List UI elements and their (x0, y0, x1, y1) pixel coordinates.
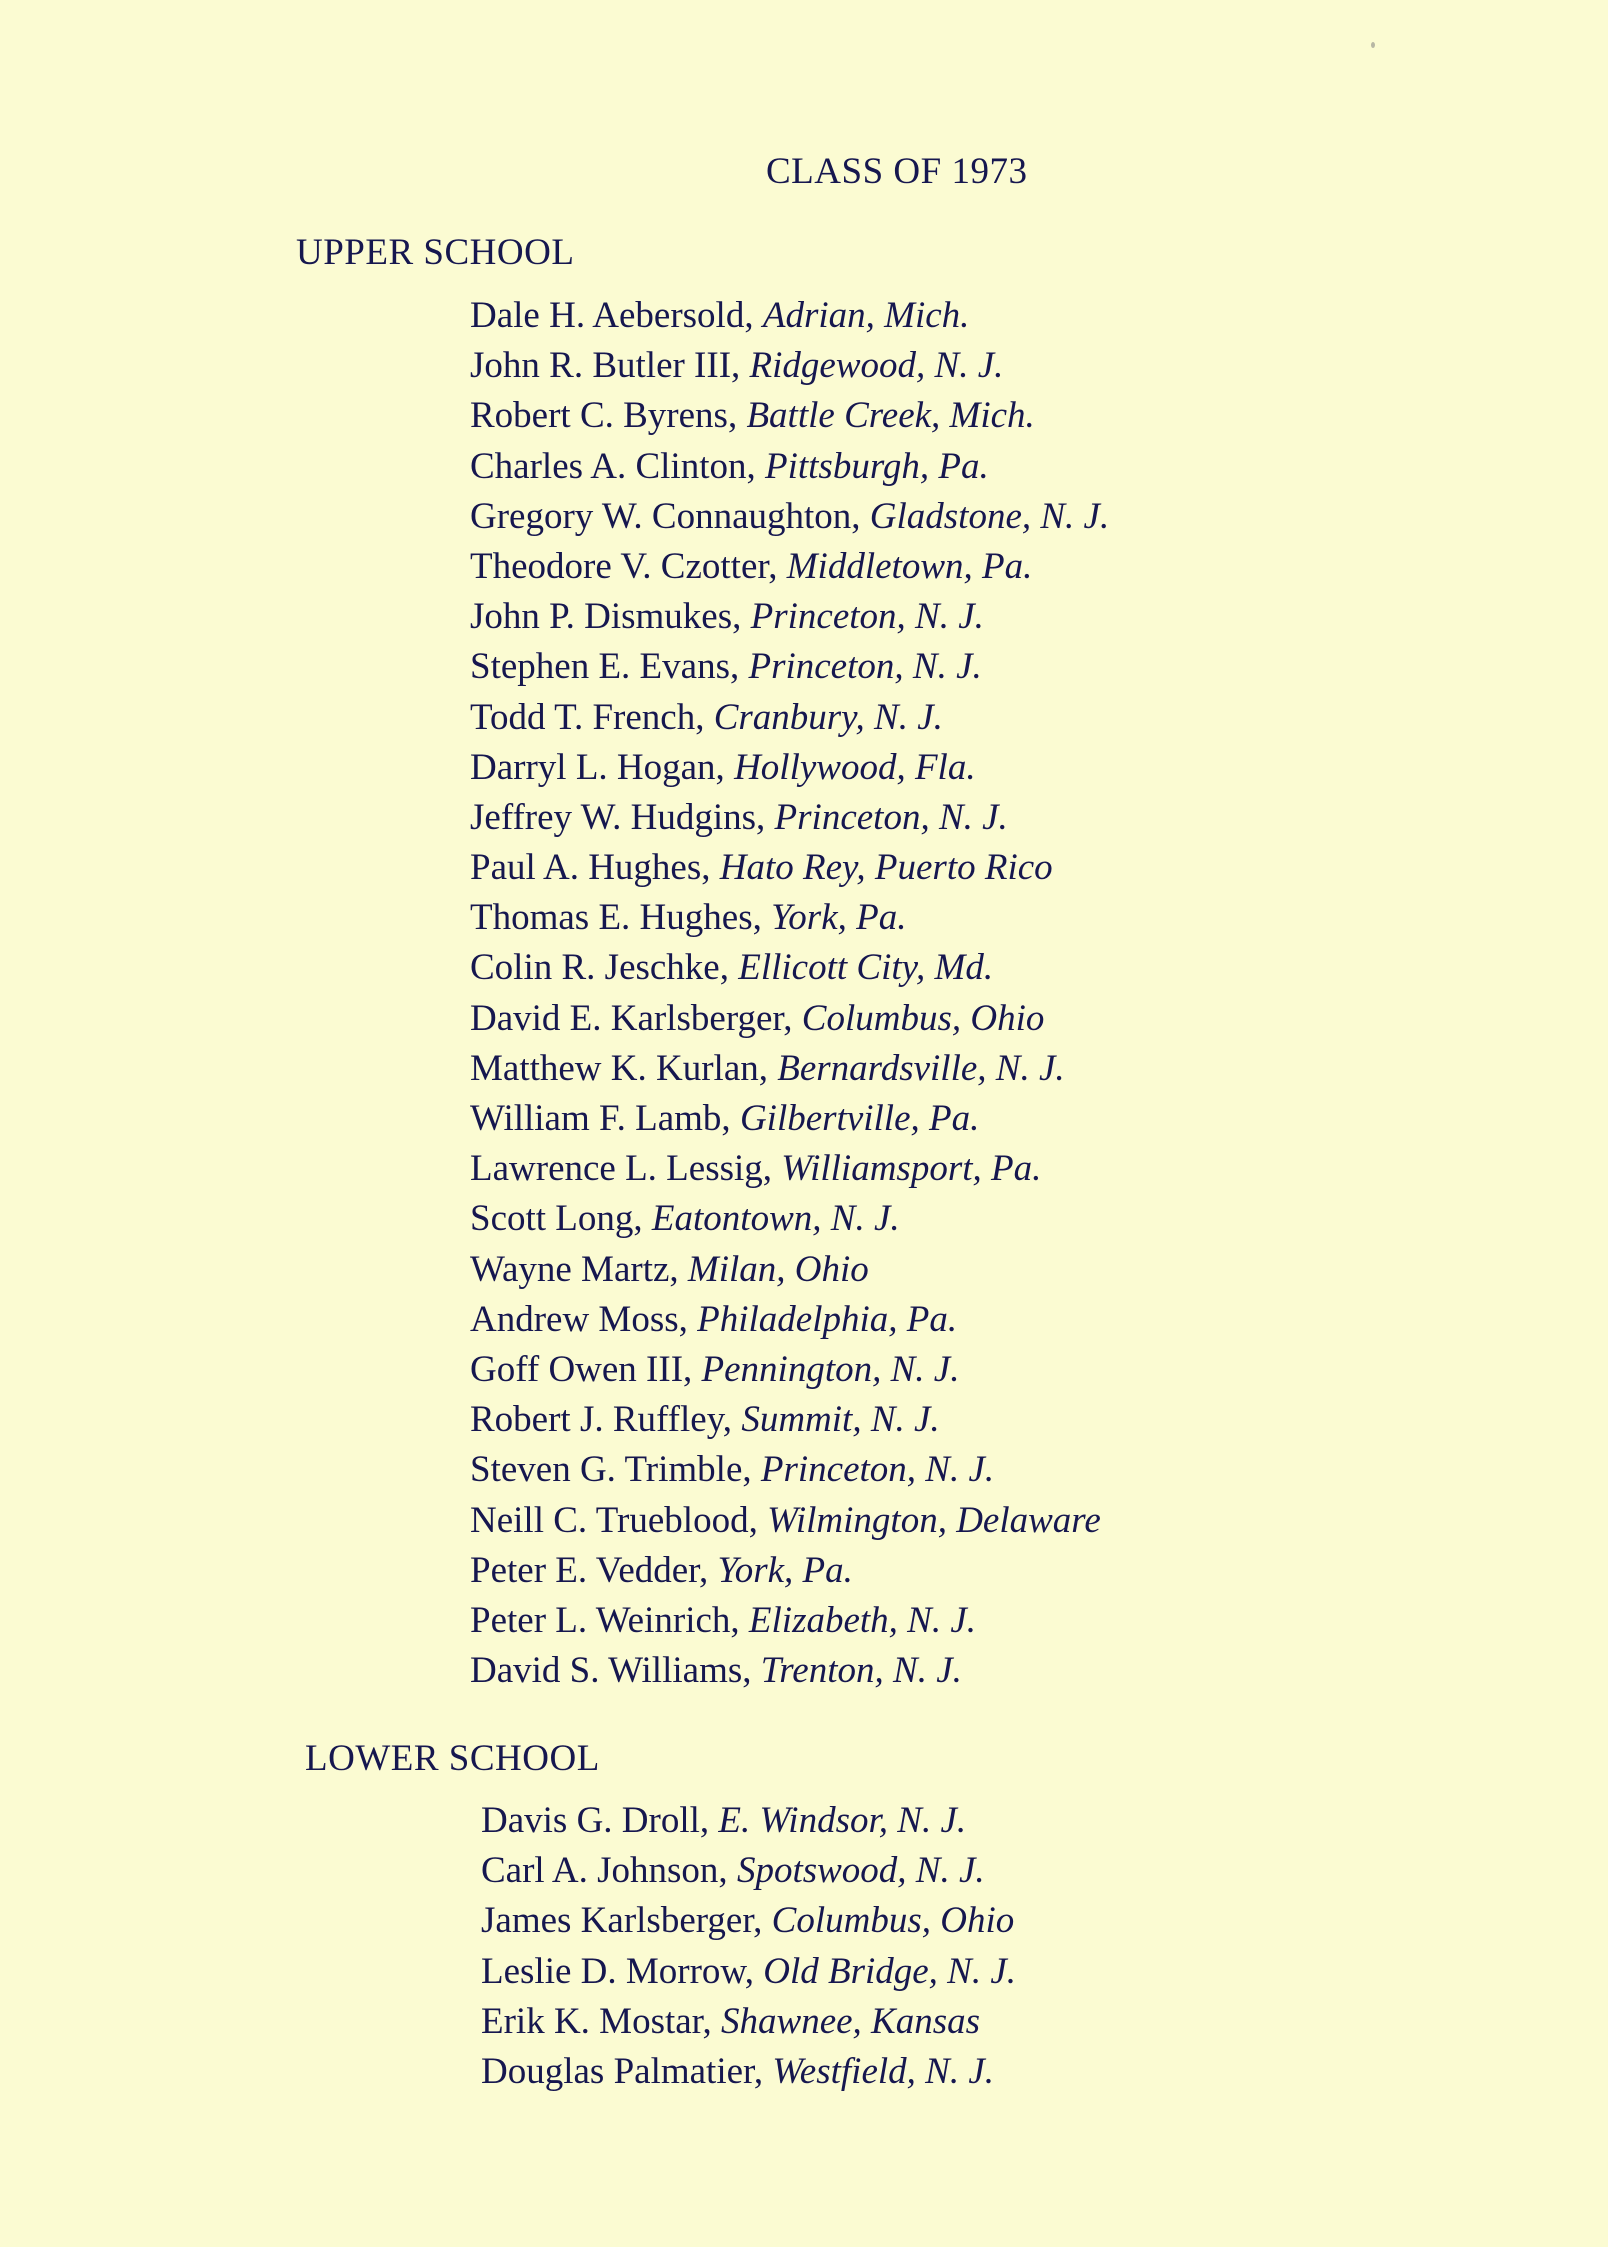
student-hometown: Princeton, N. J. (760, 1449, 995, 1491)
list-item (481, 1796, 1016, 1846)
list-item (470, 291, 1109, 341)
student-name: Peter E. Vedder, (470, 1549, 709, 1591)
student-name: Jeffrey W. Hudgins, (470, 796, 766, 838)
student-hometown: Pennington, N. J. (701, 1348, 960, 1390)
student-hometown: Ridgewood, N. J. (749, 345, 1004, 387)
student-name: Charles A. Clinton, (470, 445, 756, 487)
list-item (470, 1245, 1109, 1295)
list-item (481, 1947, 1016, 1997)
student-name: Gregory W. Connaughton, (470, 495, 861, 537)
student-hometown: Williamsport, Pa. (781, 1148, 1042, 1190)
student-hometown: Pittsburgh, Pa. (764, 445, 989, 487)
student-hometown: Westfield, N. J. (772, 2050, 995, 2092)
list-item (470, 1395, 1109, 1445)
list-item (470, 391, 1109, 441)
student-hometown: Cranbury, N. J. (713, 696, 943, 738)
student-hometown: Princeton, N. J. (748, 646, 982, 688)
student-hometown: Adrian, Mich. (762, 295, 970, 336)
student-hometown: Princeton, N. J. (750, 596, 984, 638)
list-item (470, 492, 1109, 542)
list-item (470, 994, 1109, 1044)
student-name: Robert J. Ruffley, (470, 1399, 733, 1441)
student-hometown: Hollywood, Fla. (734, 746, 976, 788)
list-item (470, 1345, 1109, 1395)
student-name: Colin R. Jeschke, (470, 947, 729, 989)
student-hometown: Shawnee, Kansas (721, 2000, 981, 2042)
student-name: Stephen E. Evans, (470, 646, 740, 688)
document-title: CLASS OF 1973 (766, 151, 1028, 192)
student-hometown: Elizabeth, N. J. (748, 1599, 977, 1641)
student-hometown: Columbus, Ohio (771, 1900, 1015, 1942)
student-hometown: Princeton, N. J. (774, 796, 1008, 838)
student-name: Scott Long, (470, 1198, 643, 1240)
student-name: David E. Karlsberger, (470, 997, 793, 1039)
student-name: Thomas E. Hughes, (470, 897, 762, 939)
student-name: Darryl L. Hogan, (470, 746, 725, 788)
student-name: Wayne Martz, (470, 1248, 679, 1290)
list-item (470, 693, 1109, 743)
list-item (470, 1496, 1109, 1546)
list-item (470, 1144, 1109, 1194)
student-hometown: Summit, N. J. (741, 1399, 940, 1441)
list-item (481, 1896, 1016, 1946)
list-item (470, 843, 1109, 893)
student-hometown: Wilmington, Delaware (767, 1499, 1101, 1541)
student-name: Dale H. Aebersold, (470, 295, 754, 336)
student-name: James Karlsberger, (481, 1900, 763, 1942)
list-item (470, 1646, 1109, 1696)
upper-school-list (470, 291, 1109, 1696)
list-item (470, 893, 1109, 943)
student-name: Todd T. French, (470, 696, 705, 738)
student-hometown: Philadelphia, Pa. (697, 1298, 958, 1340)
list-item (470, 642, 1109, 692)
student-hometown: Middletown, Pa. (786, 545, 1033, 587)
student-name: Leslie D. Morrow, (481, 1950, 754, 1992)
list-item (470, 793, 1109, 843)
student-name: Steven G. Trimble, (470, 1449, 752, 1491)
student-hometown: York, Pa. (717, 1549, 853, 1591)
student-hometown: Trenton, N. J. (760, 1650, 962, 1692)
list-item (470, 1546, 1109, 1596)
list-item (470, 1295, 1109, 1345)
student-hometown: Battle Creek, Mich. (746, 395, 1035, 437)
list-item (470, 1094, 1109, 1144)
list-item (470, 1445, 1109, 1495)
student-name: Carl A. Johnson, (481, 1850, 728, 1892)
list-item (470, 442, 1109, 492)
student-name: Peter L. Weinrich, (470, 1599, 740, 1641)
student-name: Erik K. Mostar, (481, 2000, 712, 2042)
list-item (470, 743, 1109, 793)
student-name: Andrew Moss, (470, 1298, 688, 1340)
student-hometown: Gilbertville, Pa. (739, 1098, 980, 1139)
student-name: Douglas Palmatier, (481, 2050, 764, 2092)
student-name: David S. Williams, (470, 1650, 752, 1692)
student-hometown: Gladstone, N. J. (869, 495, 1110, 537)
student-hometown: Milan, Ohio (687, 1248, 869, 1290)
list-item (470, 1194, 1109, 1244)
lower-school-list (481, 1796, 1016, 2097)
paper-speck (1371, 42, 1375, 48)
student-hometown: Old Bridge, N. J. (763, 1950, 1017, 1992)
student-name: Goff Owen III, (470, 1348, 693, 1390)
section-heading-lower-school: LOWER SCHOOL (305, 1738, 600, 1779)
student-name: John R. Butler III, (470, 345, 741, 387)
list-item (481, 2047, 1016, 2097)
list-item (470, 1044, 1109, 1094)
student-name: Lawrence L. Lessig, (470, 1148, 773, 1190)
list-item (470, 592, 1109, 642)
student-name: Paul A. Hughes, (470, 847, 711, 889)
student-hometown: York, Pa. (771, 897, 907, 939)
student-name: John P. Dismukes, (470, 596, 742, 638)
section-heading-upper-school: UPPER SCHOOL (296, 232, 575, 273)
list-item (470, 943, 1109, 993)
student-name: Matthew K. Kurlan, (470, 1047, 768, 1089)
student-name: Davis G. Droll, (481, 1800, 710, 1841)
student-name: Theodore V. Czotter, (470, 545, 778, 587)
list-item (470, 1596, 1109, 1646)
student-name: Robert C. Byrens, (470, 395, 738, 437)
list-item (470, 542, 1109, 592)
list-item (481, 1997, 1016, 2047)
list-item (481, 1846, 1016, 1896)
student-hometown: Eatontown, N. J. (651, 1198, 900, 1240)
student-name: William F. Lamb, (470, 1098, 731, 1139)
student-name: Neill C. Trueblood, (470, 1499, 758, 1541)
student-hometown: Spotswood, N. J. (736, 1850, 985, 1892)
student-hometown: Columbus, Ohio (801, 997, 1045, 1039)
student-hometown: Hato Rey, Puerto Rico (719, 847, 1053, 889)
student-hometown: Ellicott City, Md. (738, 947, 994, 989)
student-hometown: E. Windsor, N. J. (718, 1800, 967, 1841)
student-hometown: Bernardsville, N. J. (777, 1047, 1065, 1089)
list-item (470, 341, 1109, 391)
